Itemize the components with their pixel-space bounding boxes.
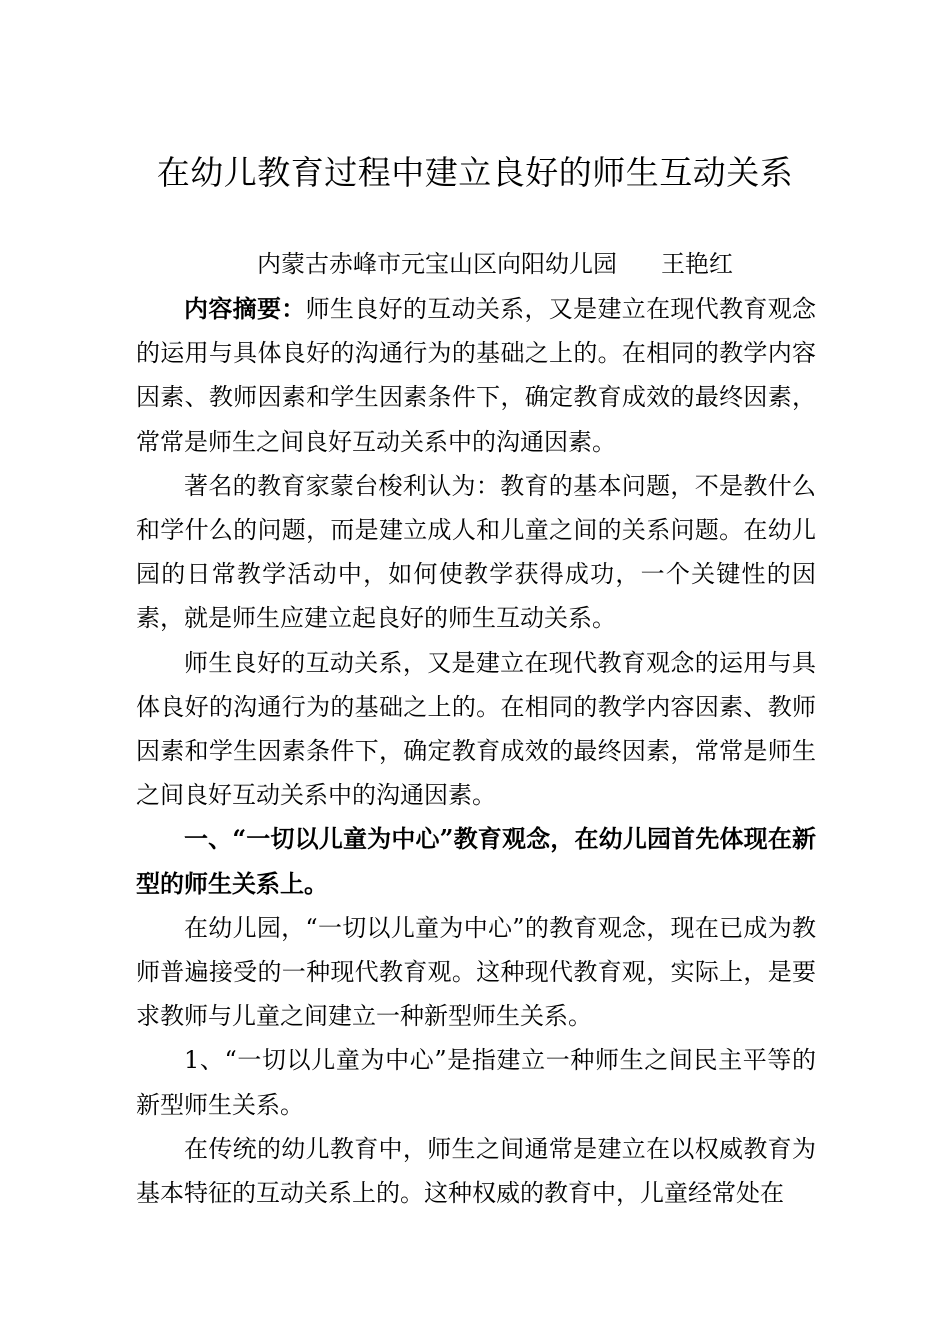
abstract-text: 师生良好的互动关系，又是建立在现代教育观念的运用与具体良好的沟通行为的基础之上的。在相同的教学内容因素、教师因素和学生因素条件下，确定教育成效的最终因素，常常是师生之间良好互动关系中的沟通因素。 [136,295,817,456]
subsection-heading: 1、“一切以儿童为中心”是指建立一种师生之间民主平等的新型师生关系。 [136,1046,816,1119]
abstract-label: 内容摘要： [184,294,306,323]
abstract-paragraph [136,287,816,464]
body-paragraph: 师生良好的互动关系，又是建立在现代教育观念的运用与具体良好的沟通行为的基础之上的。在相同的教学内容因素、教师因素和学生因素条件下，确定教育成效的最终因素，常常是师生之间良好互动关系中的沟通因素。 [136,648,816,810]
byline [0,246,950,282]
document-title: 在幼儿教育过程中建立良好的师生互动关系 [156,153,794,192]
body-paragraph: 在幼儿园，“一切以儿童为中心”的教育观念，现在已成为教师普遍接受的一种现代教育观。这种现代教育观，实际上，是要求教师与儿童之间建立一种新型师生关系。 [136,913,816,1031]
body-paragraph: 著名的教育家蒙台梭利认为：教育的基本问题，不是教什么和学什么的问题，而是建立成人和儿童之间的关系问题。在幼儿园的日常教学活动中，如何使教学获得成功，一个关键性的因素，就是师生应建立起良好的师生互动关系。 [136,471,816,633]
byline-author: 王艳红 [661,250,733,278]
byline-institution: 内蒙古赤峰市元宝山区向阳幼儿园 [257,250,617,278]
document-body [136,287,816,1215]
section-heading: 一、“一切以儿童为中心”教育观念，在幼儿园首先体现在新型的师生关系上。 [136,824,816,898]
body-paragraph: 在传统的幼儿教育中，师生之间通常是建立在以权威教育为基本特征的互动关系上的。这种权威的教育中，儿童经常处在 [136,1134,816,1208]
